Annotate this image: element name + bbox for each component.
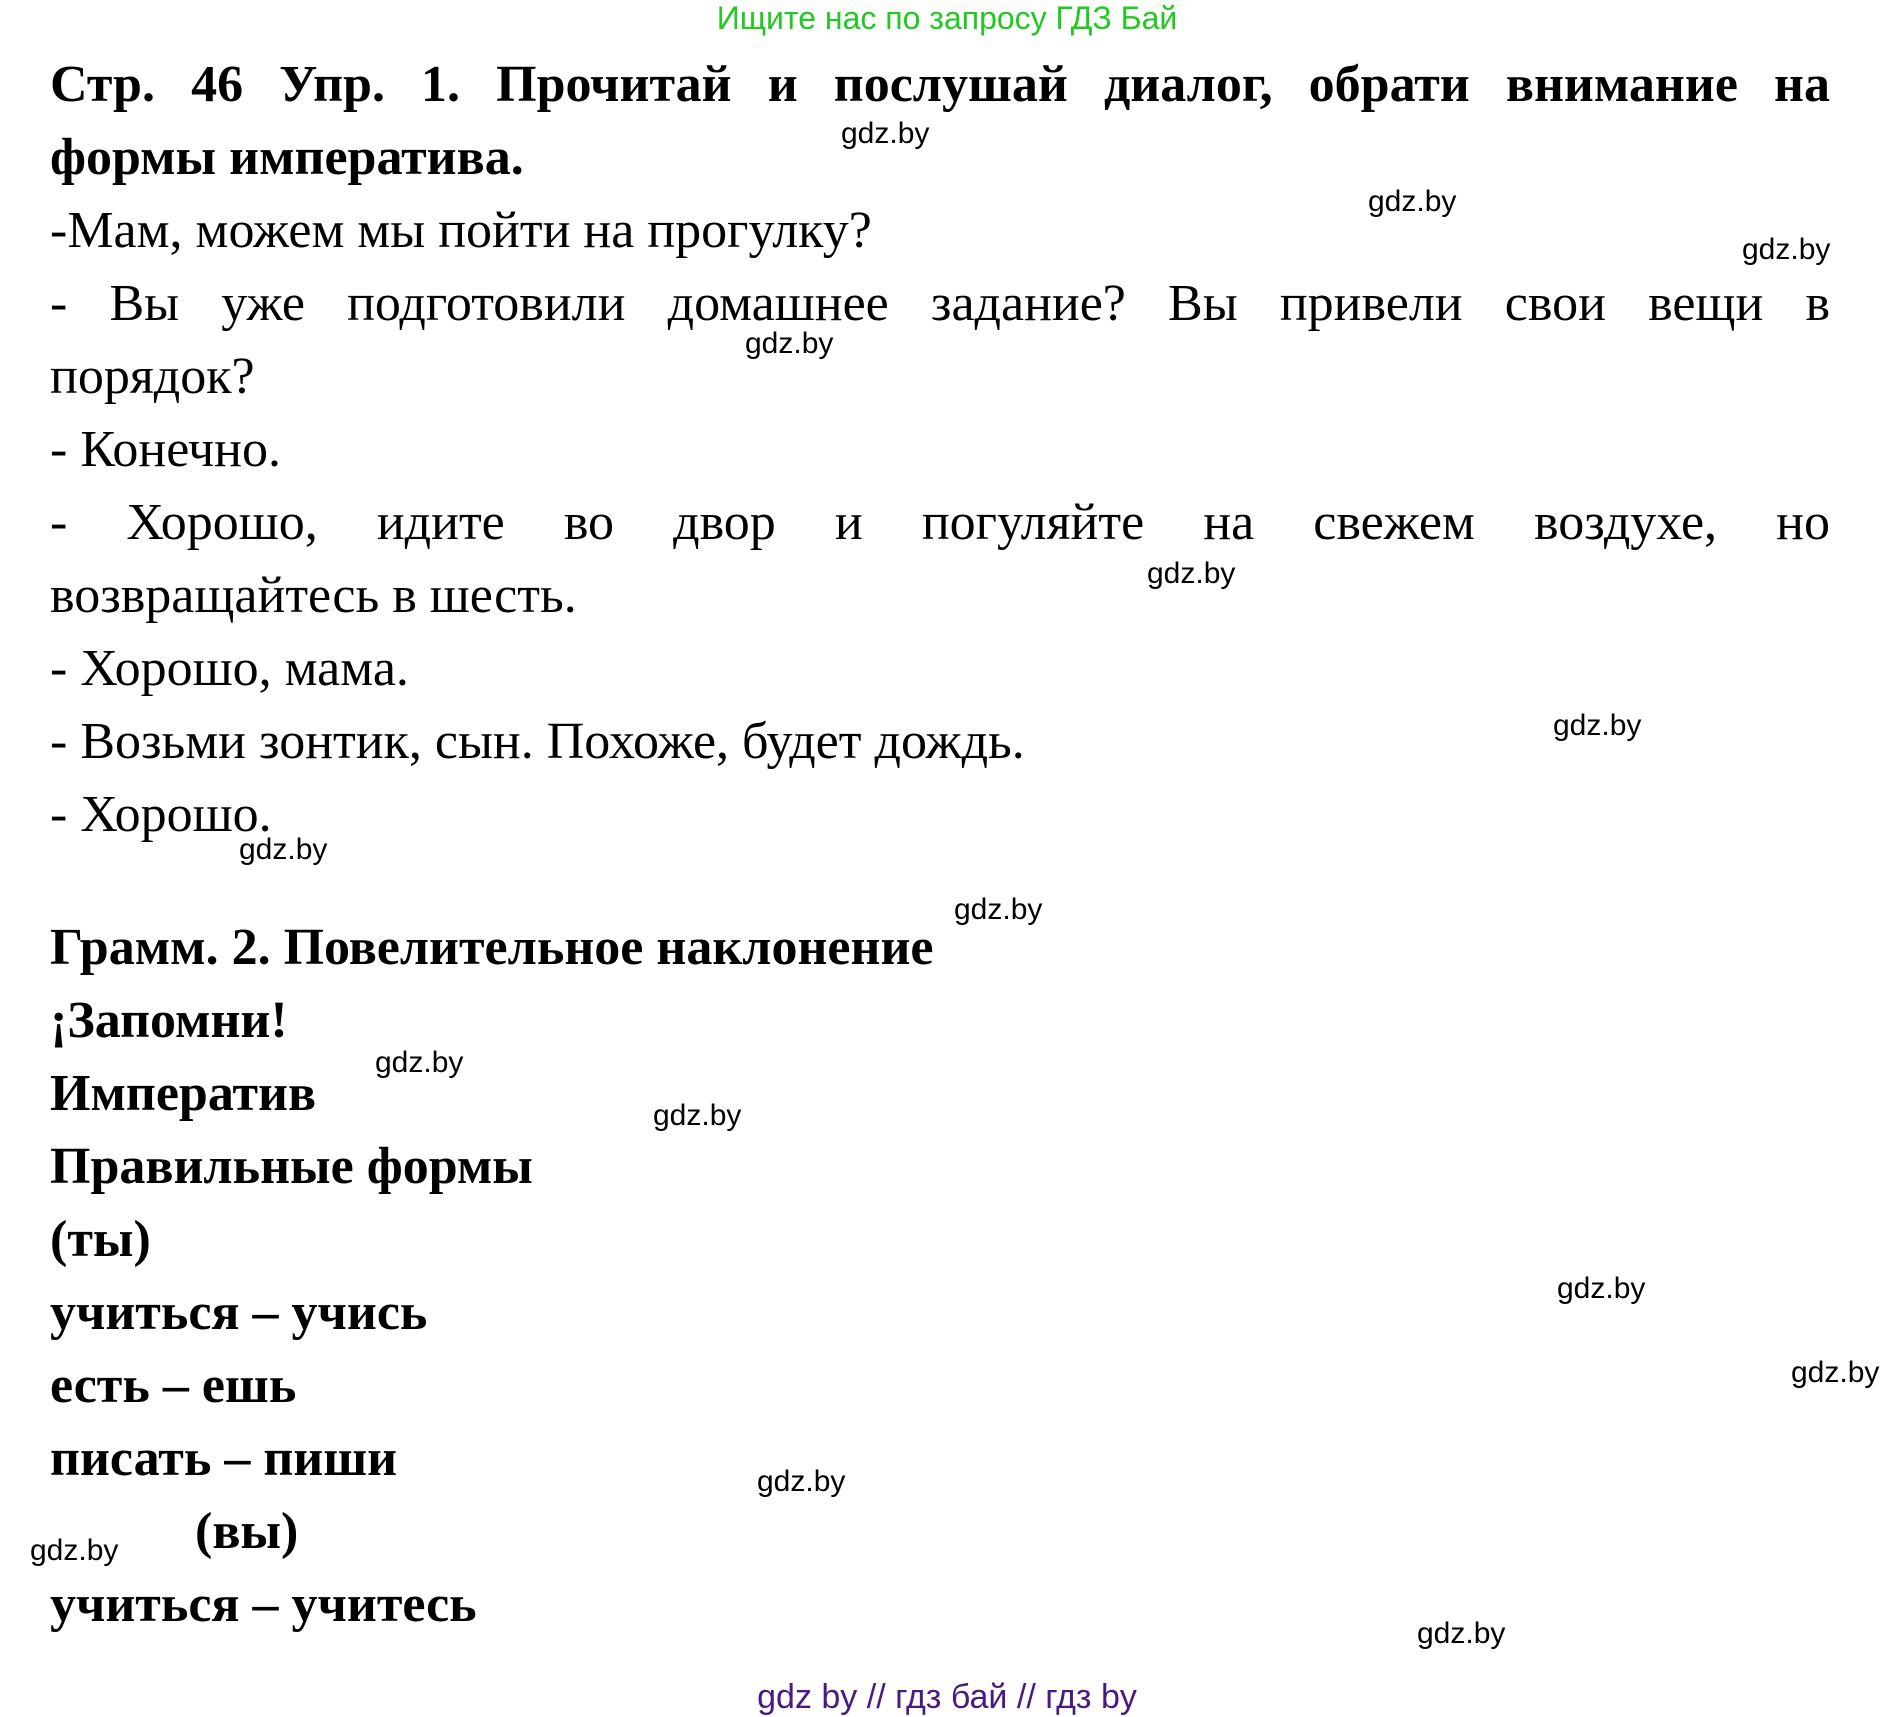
dialog-line: - Хорошо, идите во двор и погуляйте на свежем воздухе, но (50, 494, 1830, 551)
footer-watermark: gdz by // гдз бай // гдз by (757, 1678, 1137, 1716)
watermark: gdz.by (1742, 233, 1831, 266)
watermark: gdz.by (375, 1046, 464, 1079)
exercise-title-line-2: формы императива. (50, 129, 524, 186)
search-banner: Ищите нас по запросу ГДЗ Бай (716, 0, 1178, 36)
dialog-line: порядок? (50, 348, 255, 405)
watermark: gdz.by (1147, 557, 1236, 590)
ty-form: учиться – учись (50, 1284, 428, 1341)
dialog-line: -Мам, можем мы пойти на прогулку? (50, 202, 872, 259)
grammar-subheading: Правильные формы (50, 1138, 533, 1195)
dialog-line: - Хорошо, мама. (50, 640, 409, 697)
watermark: gdz.by (757, 1465, 846, 1498)
vy-label: (вы) (195, 1503, 299, 1560)
grammar-heading: Императив (50, 1065, 317, 1122)
dialog-line: - Вы уже подготовили домашнее задание? Вы привели свои вещи в (50, 275, 1830, 332)
watermark: gdz.by (954, 893, 1043, 926)
dialog-line: - Хорошо. (50, 786, 272, 843)
watermark: gdz.by (1417, 1617, 1506, 1650)
remember-note: ¡Запомни! (50, 992, 288, 1049)
watermark: gdz.by (745, 327, 834, 360)
grammar-title: Грамм. 2. Повелительное наклонение (50, 919, 934, 976)
exercise-title-line-1: Стр. 46 Упр. 1. Прочитай и послушай диалог, обрати внимание на (50, 56, 1830, 113)
dialog-line: - Конечно. (50, 421, 282, 478)
ty-label: (ты) (50, 1211, 151, 1268)
watermark: gdz.by (653, 1099, 742, 1132)
dialog-line: возвращайтесь в шесть. (50, 567, 577, 624)
ty-form: есть – ешь (50, 1357, 297, 1414)
vy-form: учиться – учитесь (50, 1576, 477, 1633)
watermark: gdz.by (239, 833, 328, 866)
watermark: gdz.by (30, 1534, 119, 1567)
watermark: gdz.by (1368, 185, 1457, 218)
dialog-line: - Возьми зонтик, сын. Похоже, будет дождь. (50, 713, 1025, 770)
ty-form: писать – пиши (50, 1430, 398, 1487)
watermark: gdz.by (1791, 1356, 1880, 1389)
watermark: gdz.by (1553, 709, 1642, 742)
watermark: gdz.by (841, 117, 930, 150)
watermark: gdz.by (1557, 1272, 1646, 1305)
